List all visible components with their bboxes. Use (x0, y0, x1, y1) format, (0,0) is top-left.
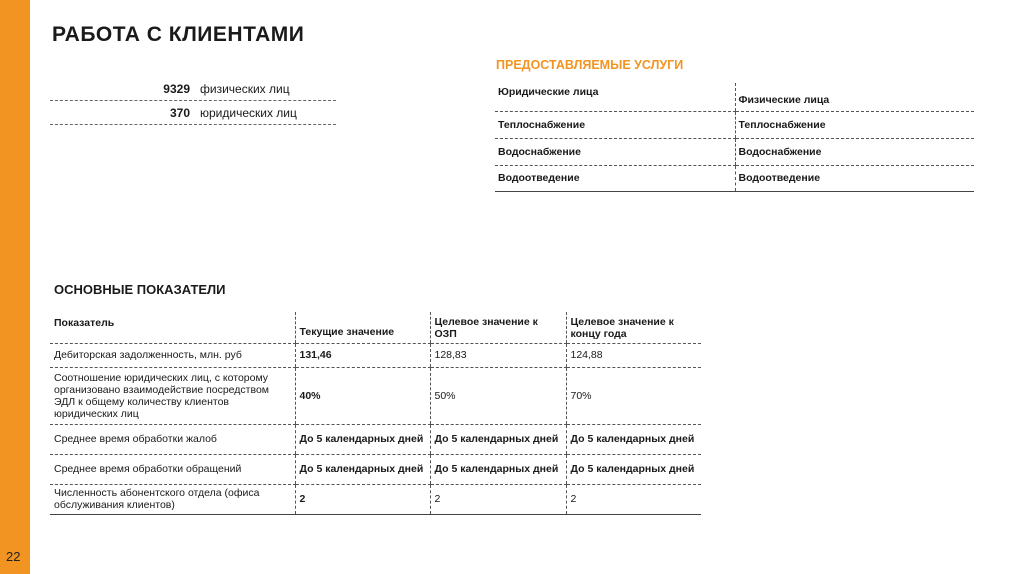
services-cell: Теплоснабжение (735, 111, 974, 138)
services-header-row (495, 83, 974, 111)
indicator-target-ozp: До 5 календарных дней (430, 424, 566, 454)
client-count-label: физических лиц (200, 81, 290, 96)
indicators-table (50, 312, 701, 515)
indicator-current: До 5 календарных дней (295, 454, 430, 484)
indicator-current: 2 (295, 484, 430, 514)
services-table (495, 83, 974, 192)
indicator-current: До 5 календарных дней (295, 424, 430, 454)
indicator-target-ozp: До 5 календарных дней (430, 454, 566, 484)
indicator-target-year: До 5 календарных дней (566, 454, 701, 484)
indicators-header-cell: Текущие значение (295, 312, 430, 343)
indicators-row (50, 367, 701, 424)
indicators-header-row (50, 312, 701, 343)
page-number: 22 (6, 549, 21, 564)
indicator-target-ozp: 50% (430, 367, 566, 424)
accent-stripe (0, 0, 30, 574)
services-cell: Водоотведение (495, 165, 735, 191)
services-cell: Водоснабжение (495, 138, 735, 165)
services-row (495, 138, 974, 165)
indicator-name: Среднее время обработки жалоб (50, 424, 295, 454)
services-cell: Водоснабжение (735, 138, 974, 165)
indicators-title: ОСНОВНЫЕ ПОКАЗАТЕЛИ (54, 282, 226, 297)
indicators-header-cell: Целевое значение к ОЗП (430, 312, 566, 343)
indicator-target-year: До 5 календарных дней (566, 424, 701, 454)
client-count-row (50, 101, 336, 125)
services-cell: Теплоснабжение (495, 111, 735, 138)
indicator-target-year: 124,88 (566, 343, 701, 367)
indicators-row (50, 343, 701, 367)
client-count-value: 9329 (163, 81, 190, 96)
services-row (495, 111, 974, 138)
indicator-target-year: 70% (566, 367, 701, 424)
indicators-row (50, 454, 701, 484)
indicator-name: Дебиторская задолженность, млн. руб (50, 343, 295, 367)
indicator-target-ozp: 128,83 (430, 343, 566, 367)
services-title: ПРЕДОСТАВЛЯЕМЫЕ УСЛУГИ (496, 58, 684, 72)
services-row (495, 165, 974, 191)
client-count-row (50, 77, 336, 101)
indicators-row (50, 424, 701, 454)
indicators-row (50, 484, 701, 514)
indicators-header-cell: Целевое значение к концу года (566, 312, 701, 343)
services-header-cell: Физические лица (735, 83, 974, 111)
indicator-name: Численность абонентского отдела (офиса обслуживания клиентов) (50, 484, 295, 514)
indicator-target-year: 2 (566, 484, 701, 514)
client-count-label: юридических лиц (200, 105, 297, 120)
page-title: РАБОТА С КЛИЕНТАМИ (52, 23, 305, 46)
indicator-current: 40% (295, 367, 430, 424)
indicator-name: Среднее время обработки обращений (50, 454, 295, 484)
services-header-cell: Юридические лица (495, 83, 735, 111)
indicator-target-ozp: 2 (430, 484, 566, 514)
indicator-current: 131,46 (295, 343, 430, 367)
indicators-header-cell: Показатель (50, 312, 295, 343)
services-cell: Водоотведение (735, 165, 974, 191)
indicator-name: Соотношение юридических лиц, с которому организовано взаимодействие посредством ЭДЛ к общему количеству клиентов юридических лиц (50, 367, 295, 424)
client-count-value: 370 (169, 105, 190, 120)
client-counts (50, 77, 336, 125)
